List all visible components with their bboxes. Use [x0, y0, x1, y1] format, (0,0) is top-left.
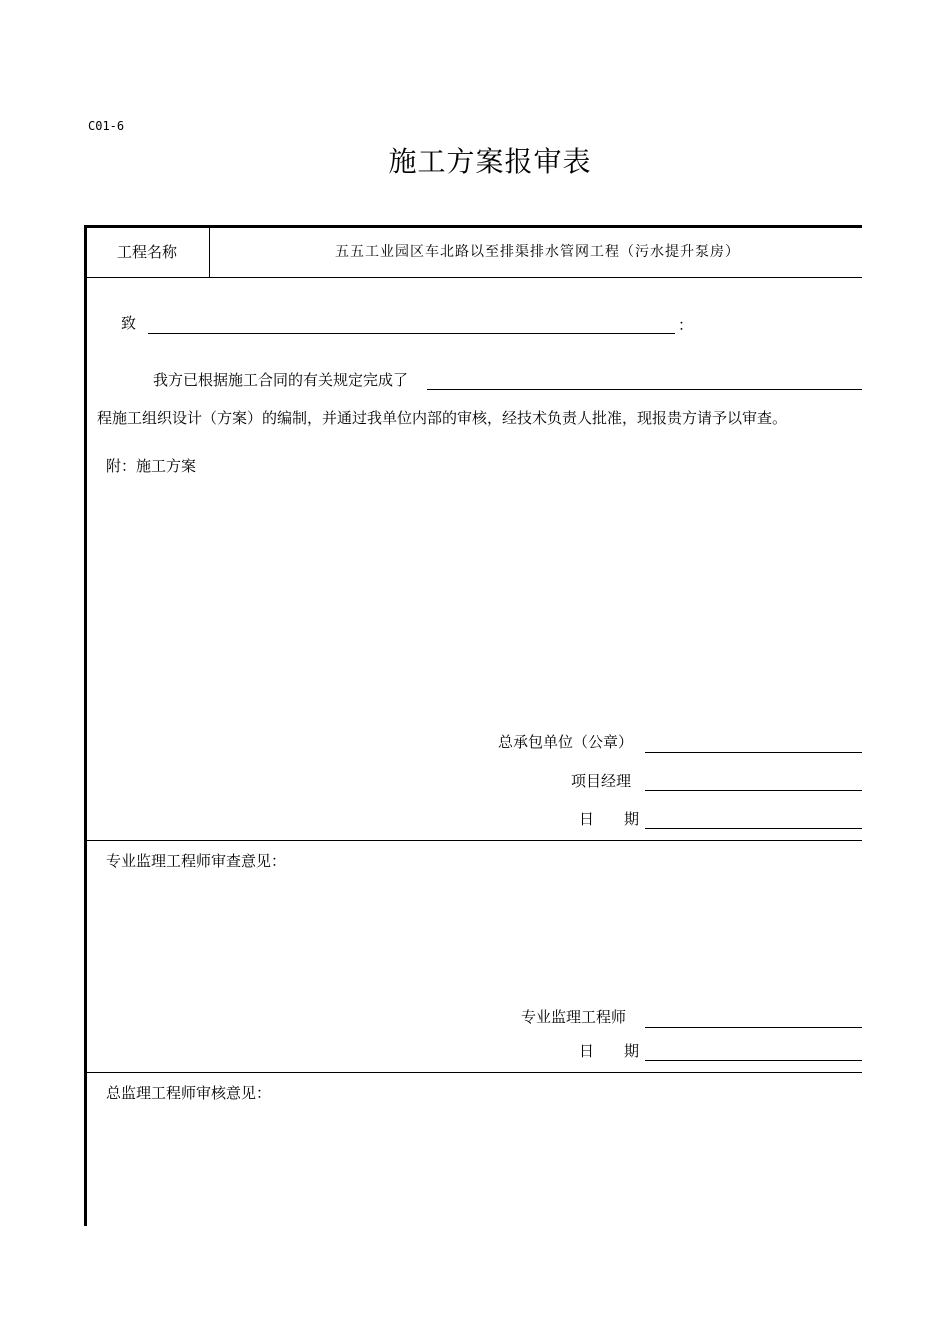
specialist-review-heading: 专业监理工程师审查意见：: [106, 852, 287, 870]
statement-line2: 程施工组织设计（方案）的编制，并通过我单位内部的审核，经技术负责人批准，现报贵方请予以审查。: [97, 409, 788, 427]
specialist-engineer-label: 专业监理工程师: [521, 1008, 627, 1026]
specialist-engineer-blank[interactable]: [645, 1027, 862, 1028]
project-name-label: 工程名称: [117, 243, 178, 261]
contractor-label: 总承包单位（公章）: [498, 733, 634, 751]
date-label-1: 日 期: [579, 810, 640, 828]
form-title: 施工方案报审表: [388, 145, 592, 178]
table-left-border: [84, 225, 87, 1226]
statement-line1: 我方已根据施工合同的有关规定完成了: [153, 371, 409, 389]
attachment-note: 附：施工方案: [106, 457, 197, 475]
addressee-blank[interactable]: [148, 333, 675, 334]
date-blank-1[interactable]: [645, 828, 862, 829]
project-manager-blank[interactable]: [645, 790, 862, 791]
addressee-label: 致: [121, 314, 137, 332]
date-label-2: 日 期: [579, 1042, 640, 1060]
form-code: C01-6: [88, 119, 125, 133]
plan-name-blank[interactable]: [427, 389, 862, 390]
addressee-colon: ：: [678, 316, 694, 334]
row-divider-section1: [86, 840, 862, 841]
contractor-blank[interactable]: [645, 752, 862, 753]
project-cell-divider: [209, 227, 210, 278]
chief-review-heading: 总监理工程师审核意见：: [106, 1084, 272, 1102]
row-divider-project: [86, 277, 862, 278]
table-top-border: [84, 225, 862, 228]
project-manager-label: 项目经理: [571, 772, 632, 790]
project-name-value: 五五工业园区车北路以至排渠排水管网工程（污水提升泵房）: [335, 244, 740, 260]
date-blank-2[interactable]: [645, 1060, 862, 1061]
row-divider-section2: [86, 1072, 862, 1073]
